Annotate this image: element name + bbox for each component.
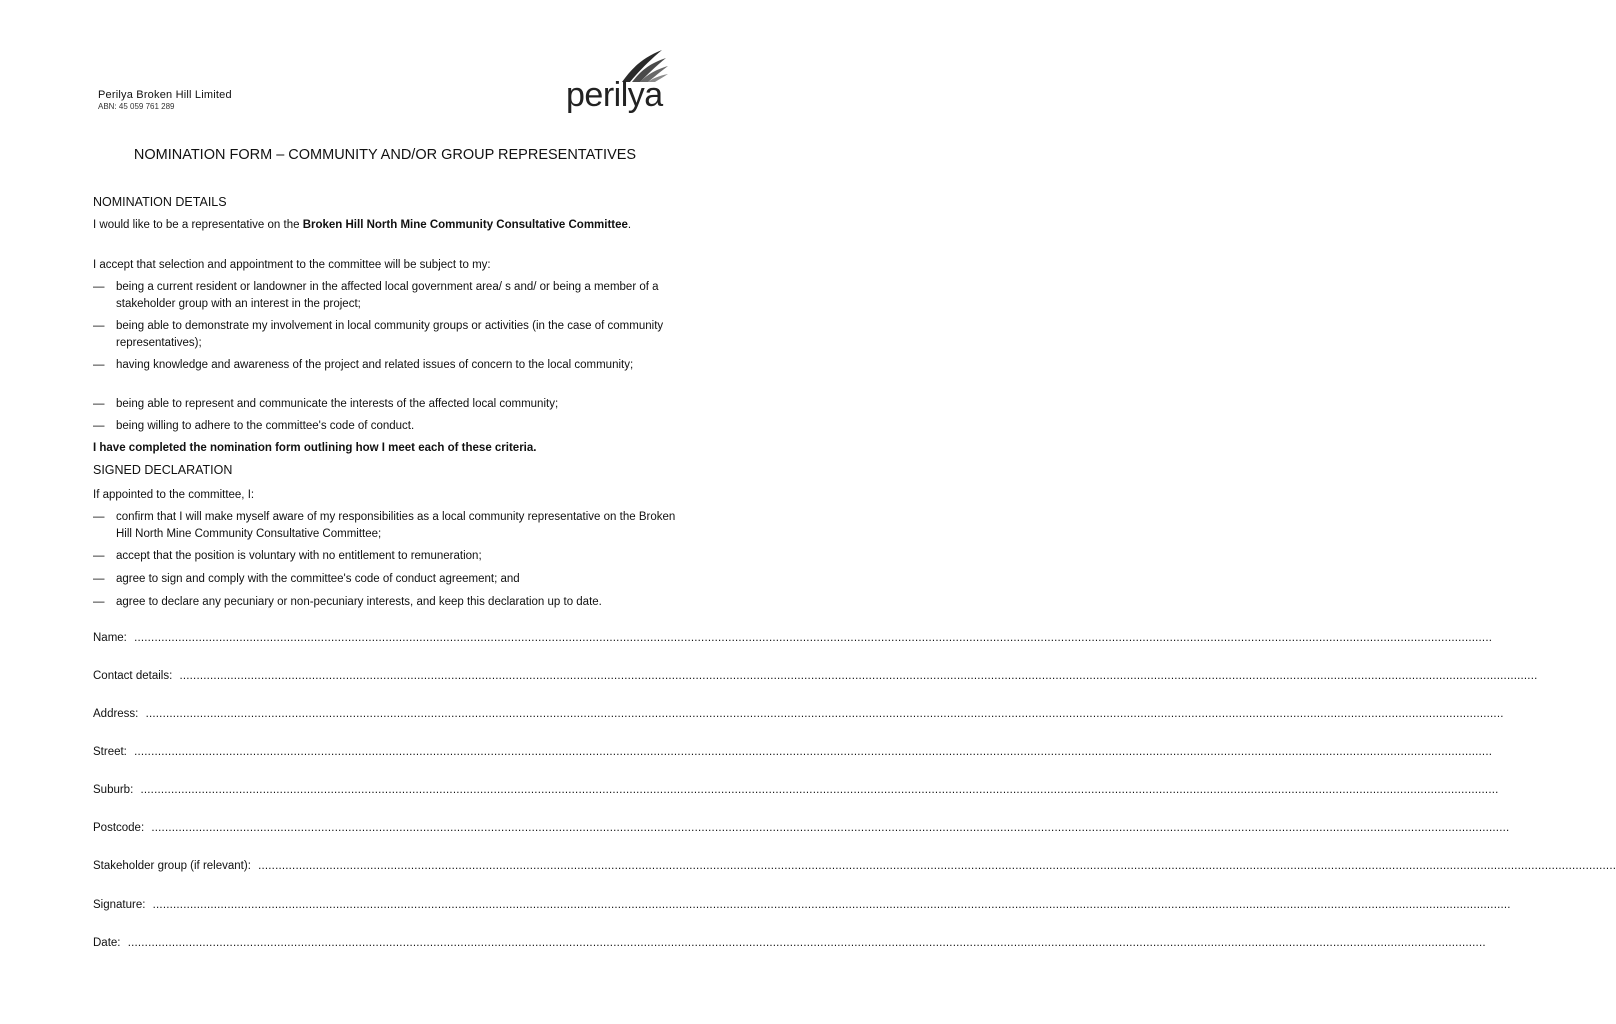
name-input-line[interactable]: ................................................................................................................................................................................................................................................................................................................................................................................................................ bbox=[134, 632, 1493, 644]
company-header bbox=[98, 89, 232, 111]
street-label: Street: bbox=[93, 746, 127, 758]
dash-bullet: — bbox=[93, 511, 105, 523]
criteria-text: being a current resident or landowner in the affected local government area/ s and/ or being a member of a stakeholder group with an interest in the project; bbox=[116, 281, 659, 310]
signed-declaration-heading: SIGNED DECLARATION bbox=[93, 463, 233, 477]
date-label: Date: bbox=[93, 937, 121, 949]
dash-bullet: — bbox=[93, 596, 105, 608]
name-field[interactable] bbox=[93, 632, 1493, 644]
dash-bullet: — bbox=[93, 320, 105, 332]
contact-details-input-line[interactable]: ................................................................................................................................................................................................................................................................................................................................................................................................................ bbox=[179, 670, 1538, 682]
postcode-input-line[interactable]: ................................................................................................................................................................................................................................................................................................................................................................................................................ bbox=[151, 822, 1510, 834]
dash-bullet: — bbox=[93, 573, 105, 585]
stakeholder-group-input-line[interactable]: ................................................................................................................................................................................................................................................................................................................................................................................................................ bbox=[258, 860, 1616, 872]
stakeholder-group-label: Stakeholder group (if relevant): bbox=[93, 860, 251, 872]
address-input-line[interactable]: ................................................................................................................................................................................................................................................................................................................................................................................................................ bbox=[145, 708, 1504, 720]
date-field[interactable] bbox=[93, 937, 1486, 949]
signature-field[interactable] bbox=[93, 899, 1511, 911]
postcode-label: Postcode: bbox=[93, 822, 145, 834]
address-field[interactable] bbox=[93, 708, 1504, 720]
criteria-text: being able to represent and communicate the interests of the affected local community; bbox=[116, 398, 559, 410]
criteria-text: having knowledge and awareness of the project and related issues of concern to the local community; bbox=[116, 359, 634, 371]
declaration-text: agree to sign and comply with the committee's code of conduct agreement; and bbox=[116, 573, 520, 585]
completed-statement: I have completed the nomination form outlining how I meet each of these criteria. bbox=[93, 442, 537, 454]
perilya-logo bbox=[566, 48, 676, 120]
date-input-line[interactable]: ................................................................................................................................................................................................................................................................................................................................................................................................................ bbox=[127, 937, 1486, 949]
stakeholder-group-field[interactable] bbox=[93, 860, 1616, 872]
nomination-intro bbox=[93, 217, 683, 234]
criteria-text: being willing to adhere to the committee's code of conduct. bbox=[116, 420, 415, 432]
signature-input-line[interactable]: ................................................................................................................................................................................................................................................................................................................................................................................................................ bbox=[152, 899, 1511, 911]
street-field[interactable] bbox=[93, 746, 1493, 758]
intro-suffix: . bbox=[627, 219, 632, 231]
committee-name: Broken Hill North Mine Community Consultative Committee bbox=[302, 219, 628, 231]
dash-bullet: — bbox=[93, 550, 105, 562]
contact-details-label: Contact details: bbox=[93, 670, 173, 682]
suburb-label: Suburb: bbox=[93, 784, 134, 796]
suburb-field[interactable] bbox=[93, 784, 1499, 796]
logo-wordmark: perilya bbox=[566, 76, 663, 114]
declaration-text: accept that the position is voluntary with no entitlement to remuneration; bbox=[116, 550, 482, 562]
nomination-details-heading: NOMINATION DETAILS bbox=[93, 195, 227, 209]
dash-bullet: — bbox=[93, 398, 105, 410]
company-abn: ABN: 45 059 761 289 bbox=[98, 102, 175, 111]
intro-prefix: I would like to be a representative on the bbox=[93, 219, 303, 231]
name-label: Name: bbox=[93, 632, 127, 644]
address-label: Address: bbox=[93, 708, 139, 720]
dash-bullet: — bbox=[93, 359, 105, 371]
suburb-input-line[interactable]: ................................................................................................................................................................................................................................................................................................................................................................................................................ bbox=[140, 784, 1499, 796]
company-name: Perilya Broken Hill Limited bbox=[98, 89, 232, 101]
dash-bullet: — bbox=[93, 420, 105, 432]
declaration-intro: If appointed to the committee, I: bbox=[93, 489, 255, 501]
postcode-field[interactable] bbox=[93, 822, 1510, 834]
street-input-line[interactable]: ................................................................................................................................................................................................................................................................................................................................................................................................................ bbox=[134, 746, 1493, 758]
dash-bullet: — bbox=[93, 281, 105, 293]
acceptance-statement: I accept that selection and appointment to the committee will be subject to my: bbox=[93, 259, 491, 271]
contact-details-field[interactable] bbox=[93, 670, 1538, 682]
form-title: NOMINATION FORM – COMMUNITY AND/OR GROUP REPRESENTATIVES bbox=[133, 147, 637, 163]
criteria-text: being able to demonstrate my involvement in local community groups or activities (in the case of community representatives); bbox=[116, 320, 664, 349]
declaration-text: agree to declare any pecuniary or non-pecuniary interests, and keep this declaration up to date. bbox=[116, 596, 602, 608]
declaration-text: confirm that I will make myself aware of my responsibilities as a local community representative on the Broken Hill North Mine Community Consultative Committee; bbox=[116, 511, 676, 540]
signature-label: Signature: bbox=[93, 899, 146, 911]
